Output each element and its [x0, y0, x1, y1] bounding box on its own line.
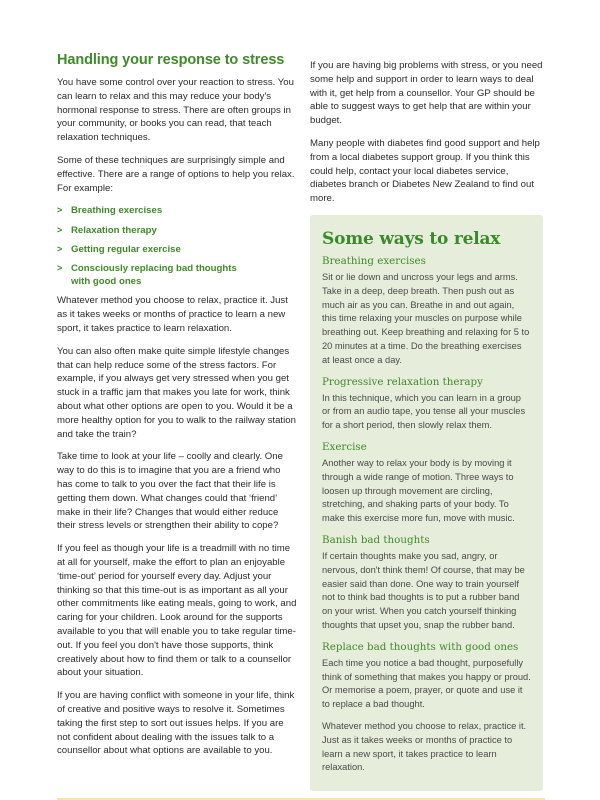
section-title: Handling your response to stress	[57, 52, 285, 68]
body-paragraph: If you are having big problems with stress, or you need some help and support in order to learn ways to deal with it, get help from a counsellor. Your GP should be able to suggest ways to get help that are within your budget.	[310, 60, 543, 127]
body-paragraph: If you feel as though your life is a treadmill with no time at all for yourself, make the effort to plan an enjoyable ‘time-out’ period for yourself every day. Adjust your thinking so that this time-out is as important as all your other commitments like eating meals, going to work, and caring for your children. Look around for the supports available to you that will enable you to take regular time-out. If you feel you don't have those supports, think creatively about how to find them or talk to a counsellor about your situation.	[57, 543, 297, 679]
list-item-label: Relaxation therapy	[71, 224, 157, 236]
ways-to-relax-box	[310, 215, 543, 791]
left-column	[57, 52, 297, 767]
list-item	[57, 204, 297, 217]
relax-options-list	[57, 204, 297, 288]
box-section-text: In this technique, which you can learn in a group or from an audio tape, you tense all your muscles for a short period, then slowly relax them.	[322, 392, 526, 431]
box-section-heading: Progressive relaxation therapy	[322, 375, 483, 388]
box-section-heading: Replace bad thoughts with good ones	[322, 640, 519, 653]
body-paragraph: Whatever method you choose to relax, practice it. Just as it takes weeks or months of practice to learn a new sport, it takes practice to learn relaxation.	[57, 295, 288, 334]
list-item	[57, 243, 297, 256]
box-section-heading: Banish bad thoughts	[322, 533, 430, 546]
chevron-right-icon: >	[57, 243, 63, 254]
box-closing-text: Whatever method you choose to relax, practice it. Just as it takes weeks or months of practice to learn a new sport, it takes practice to learn relaxation.	[322, 720, 527, 773]
body-paragraph: Many people with diabetes find good support and help from a local diabetes support group. If you think this could help, contact your local diabetes service, diabetes branch or Diabetes New Zealand to find out more.	[310, 137, 540, 205]
box-section-text: Each time you notice a bad thought, purposefully think of something that makes you happy or proud. Or memorise a poem, prayer, or quote and use it to replace a bad thought.	[322, 657, 531, 710]
box-section-heading: Breathing exercises	[322, 255, 426, 267]
intro-paragraph: You have some control over your reaction to stress. You can learn to relax and this may reduce your body's hormonal response to stress. There are often groups in your community, or books you can read, that teach relaxation techniques.	[57, 77, 294, 144]
box-section-text: Another way to relax your body is by moving it through a wide range of motion. Three ways to loosen up through movement are circling, stretching, and shaking parts of your body. To make this exercise more fun, move with music.	[322, 457, 515, 524]
box-section-text: If certain thoughts make you sad, angry, or nervous, don't think them! Of course, that may be easier said than done. One way to train yourself not to think bad thoughts is to put a rubber band on your wrist. When you catch yourself thinking thoughts that upset you, snap the rubber band.	[322, 550, 525, 630]
chevron-right-icon: >	[57, 205, 63, 216]
list-item-label: Consciously replacing bad thoughts with good ones	[71, 262, 237, 288]
list-item-label: Breathing exercises	[71, 205, 163, 217]
body-paragraph: If you are having conflict with someone in your life, think of creative and positive ways to resolve it. Sometimes taking the first step to sort out issues helps. If you are not confident about dealing with the issues talk to a counsellor about what options are available to you.	[57, 690, 295, 757]
list-item	[57, 262, 241, 288]
list-item	[57, 224, 297, 237]
body-paragraph: You can also often make quite simple lifestyle changes that can help reduce some of the stress factors. For example, if you always get very stressed when you get stuck in a traffic jam that makes you late for work, think about what other options are open to you. Would it be a more healthy option for you to walk to the railway station and take the train?	[57, 345, 296, 440]
intro-paragraph: Some of these techniques are surprisingly simple and effective. There are a range of options to help you relax. For example:	[57, 154, 295, 194]
body-paragraph: Take time to look at your life – coolly and clearly. One way to do this is to imagine that you are a friend who has come to talk to you over the fact that their life is getting them down. What changes could that ‘friend’ make in their life? Changes that would either reduce their stress levels or strengthen their ability to cope?	[57, 451, 283, 532]
box-section-text: Sit or lie down and uncross your legs and arms. Take in a deep, deep breath. Then push out as much air as you can. Breathe in and out again, this time relaxing your muscles on purpose while breathing out. Keep breathing and relaxing for 5 to 20 minutes at a time. Do the breathing exercises at least once a day.	[322, 272, 530, 365]
chevron-right-icon: >	[57, 262, 63, 273]
list-item-label: Getting regular exercise	[71, 243, 181, 255]
box-title: Some ways to relax	[322, 229, 501, 249]
right-column	[310, 59, 546, 215]
box-section-heading: Exercise	[322, 440, 367, 453]
chevron-right-icon: >	[57, 224, 63, 235]
